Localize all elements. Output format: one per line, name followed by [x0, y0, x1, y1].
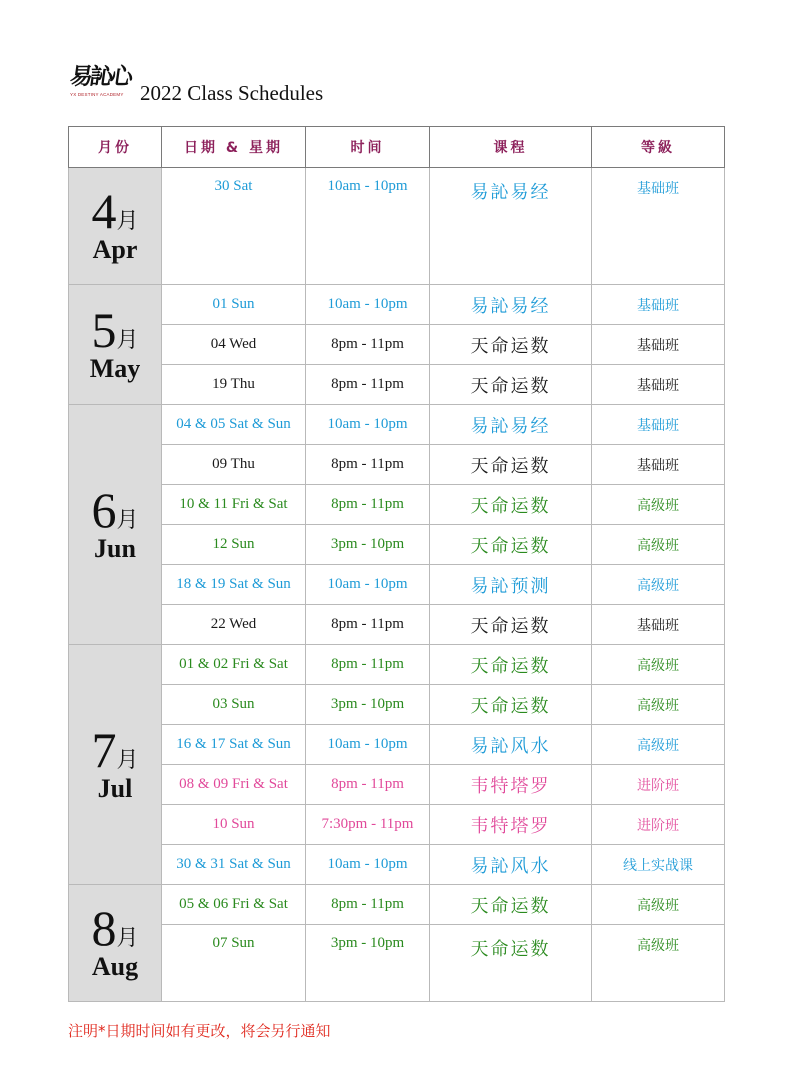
session-date: 22 Wed	[162, 605, 306, 645]
course-name: 天命运数	[430, 605, 592, 645]
month-cell	[69, 168, 162, 285]
session-date: 10 Sun	[162, 805, 306, 845]
session-time: 8pm - 11pm	[306, 445, 430, 485]
session-time: 10am - 10pm	[306, 168, 430, 285]
session-date: 01 Sun	[162, 285, 306, 325]
schedule-table	[68, 126, 725, 1002]
course-name: 韦特塔罗	[430, 805, 592, 845]
table-row	[69, 405, 725, 445]
session-time: 8pm - 11pm	[306, 485, 430, 525]
month-number: 7	[91, 721, 117, 778]
month-unit: 月	[116, 327, 139, 353]
table-row	[69, 885, 725, 925]
session-date: 18 & 19 Sat & Sun	[162, 565, 306, 605]
course-level: 基础班	[592, 605, 725, 645]
course-level: 基础班	[592, 168, 725, 285]
course-level: 高级班	[592, 485, 725, 525]
course-name: 天命运数	[430, 925, 592, 1002]
course-level: 线上实战课	[592, 845, 725, 885]
session-time: 8pm - 11pm	[306, 765, 430, 805]
logo-text: 易訫心	[68, 63, 132, 90]
table-row	[69, 765, 725, 805]
table-row	[69, 605, 725, 645]
table-row	[69, 325, 725, 365]
course-name: 易訫易经	[430, 168, 592, 285]
course-level: 基础班	[592, 365, 725, 405]
session-time: 3pm - 10pm	[306, 525, 430, 565]
table-row	[69, 365, 725, 405]
session-date: 09 Thu	[162, 445, 306, 485]
month-cell	[69, 885, 162, 1002]
table-row	[69, 725, 725, 765]
month-unit: 月	[116, 209, 139, 234]
table-row	[69, 845, 725, 885]
course-name: 易訫易经	[430, 285, 592, 325]
session-date: 07 Sun	[162, 925, 306, 1002]
column-header-time: 时间	[306, 127, 430, 168]
session-time: 10am - 10pm	[306, 565, 430, 605]
session-time: 3pm - 10pm	[306, 685, 430, 725]
session-date: 30 Sat	[162, 168, 306, 285]
month-english: Jun	[94, 533, 136, 563]
month-number: 8	[91, 900, 117, 956]
column-header-date: 日期 & 星期	[162, 127, 306, 168]
course-level: 进阶班	[592, 805, 725, 845]
session-date: 30 & 31 Sat & Sun	[162, 845, 306, 885]
course-level: 高级班	[592, 685, 725, 725]
session-date: 12 Sun	[162, 525, 306, 565]
table-row	[69, 805, 725, 845]
course-name: 韦特塔罗	[430, 765, 592, 805]
month-english: Jul	[97, 773, 133, 803]
course-level: 基础班	[592, 445, 725, 485]
table-row	[69, 925, 725, 1002]
course-name: 天命运数	[430, 365, 592, 405]
course-name: 易訫预测	[430, 565, 592, 605]
table-row	[69, 445, 725, 485]
course-level: 基础班	[592, 325, 725, 365]
session-date: 19 Thu	[162, 365, 306, 405]
session-date: 08 & 09 Fri & Sat	[162, 765, 306, 805]
session-date: 10 & 11 Fri & Sat	[162, 485, 306, 525]
table-row	[69, 525, 725, 565]
course-level: 高级班	[592, 565, 725, 605]
course-level: 高级班	[592, 645, 725, 685]
session-date: 03 Sun	[162, 685, 306, 725]
session-time: 8pm - 11pm	[306, 605, 430, 645]
month-cell	[69, 645, 162, 885]
session-time: 10am - 10pm	[306, 285, 430, 325]
session-date: 16 & 17 Sat & Sun	[162, 725, 306, 765]
course-name: 天命运数	[430, 685, 592, 725]
session-date: 01 & 02 Fri & Sat	[162, 645, 306, 685]
course-name: 天命运数	[430, 485, 592, 525]
course-name: 天命运数	[430, 525, 592, 565]
table-header	[69, 127, 725, 168]
course-level: 高级班	[592, 525, 725, 565]
session-time: 3pm - 10pm	[306, 925, 430, 1002]
table-row	[69, 285, 725, 325]
course-level: 基础班	[592, 285, 725, 325]
column-header-course: 课程	[430, 127, 592, 168]
session-time: 8pm - 11pm	[306, 885, 430, 925]
page-title: 2022 Class Schedules	[140, 81, 324, 105]
course-name: 天命运数	[430, 885, 592, 925]
session-date: 04 & 05 Sat & Sun	[162, 405, 306, 445]
session-time: 8pm - 11pm	[306, 645, 430, 685]
session-time: 10am - 10pm	[306, 725, 430, 765]
session-date: 04 Wed	[162, 325, 306, 365]
session-time: 8pm - 11pm	[306, 365, 430, 405]
course-level: 高级班	[592, 925, 725, 1002]
table-row	[69, 485, 725, 525]
course-level: 进阶班	[592, 765, 725, 805]
course-name: 易訫风水	[430, 845, 592, 885]
course-name: 天命运数	[430, 325, 592, 365]
month-number: 6	[91, 481, 117, 538]
logo-subtitle: YX DESTINY ACADEMY	[70, 92, 124, 97]
session-time: 10am - 10pm	[306, 405, 430, 445]
table-row	[69, 168, 725, 285]
month-unit: 月	[116, 747, 139, 773]
session-date: 05 & 06 Fri & Sat	[162, 885, 306, 925]
session-time: 8pm - 11pm	[306, 325, 430, 365]
session-time: 7:30pm - 11pm	[306, 805, 430, 845]
month-unit: 月	[116, 507, 139, 533]
course-level: 基础班	[592, 405, 725, 445]
course-level: 高级班	[592, 885, 725, 925]
table-row	[69, 565, 725, 605]
table-row	[69, 645, 725, 685]
month-cell	[69, 405, 162, 645]
column-header-month: 月份	[69, 127, 162, 168]
month-number: 5	[91, 301, 117, 358]
session-time: 10am - 10pm	[306, 845, 430, 885]
course-name: 易訫风水	[430, 725, 592, 765]
course-name: 天命运数	[430, 645, 592, 685]
academy-logo	[70, 64, 134, 108]
month-english: Aug	[91, 952, 139, 981]
month-number: 4	[91, 183, 117, 239]
page-header	[70, 58, 323, 108]
course-name: 天命运数	[430, 445, 592, 485]
table-row	[69, 685, 725, 725]
month-english: May	[89, 353, 141, 383]
month-english: Apr	[92, 235, 138, 264]
course-name: 易訫易经	[430, 405, 592, 445]
table-body	[69, 168, 725, 1002]
month-unit: 月	[116, 926, 139, 951]
footer-note: 注明*日期时间如有更改，将会另行通知	[68, 1022, 331, 1040]
month-cell	[69, 285, 162, 405]
column-header-level: 等級	[592, 127, 725, 168]
course-level: 高级班	[592, 725, 725, 765]
